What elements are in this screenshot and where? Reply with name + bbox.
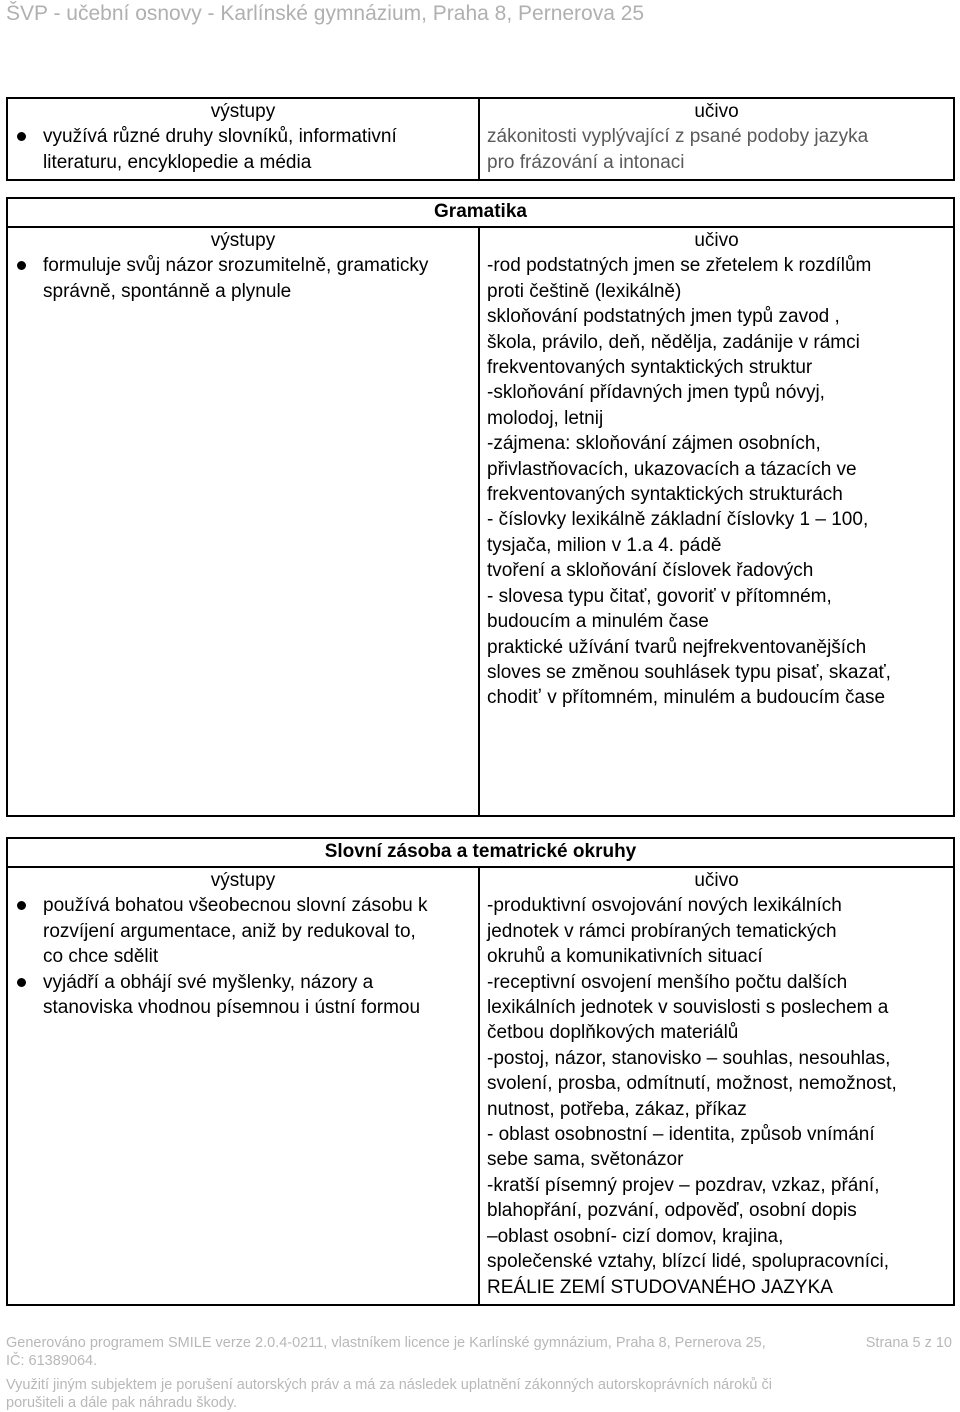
outputs-cell: [7, 867, 479, 1305]
section-title-grammar: Gramatika: [7, 198, 954, 227]
curriculum-table-continued: [6, 97, 955, 181]
content-cell: [479, 98, 954, 180]
content-text: zákonitosti vyplývající z psané podoby jazyka pro frázování a intonaci: [487, 126, 869, 173]
footer-copyright: Využití jiným subjektem je porušení autorských práv a má za následek uplatnění zákonných autorskoprávních nároků či porušiteli a dále pak náhradu škody.: [6, 1377, 772, 1411]
output-item: používá bohatou všeobecnou slovní zásobu k rozvíjení argumentace, aniž by redukoval to, co chce sdělit: [15, 893, 472, 969]
document-header-title: ŠVP - učební osnovy - Karlínské gymnázium, Praha 8, Pernerova 25: [6, 2, 645, 25]
output-item: vyjádří a obhájí své myšlenky, názory a stanoviska vhodnou písemnou i ústní formou: [15, 970, 472, 1021]
footer-generator: Generováno programem SMILE verze 2.0.4-0211, vlastníkem licence je Karlínské gymnázium, Praha 8, Pernerova 25, IČ: 61389064. Strana 5 z 10: [6, 1335, 952, 1369]
page-number: Strana 5 z 10: [865, 1335, 952, 1351]
outputs-list: [8, 893, 478, 1020]
outputs-header: výstupy: [210, 101, 276, 122]
content-text: -produktivní osvojování nových lexikálních jednotek v rámci probíraných tematických okruhů a komunikativních situací -receptivní osvojení menšího počtu dalších lexikálních jednotek v souvislosti s poslechem a četbou doplňkových materiálů -postoj, názor, stanovisko – souhlas, nesouhlas, svolení, prosba, odmítnutí, možnost, nemožnost, nutnost, potřeba, zákaz, příkaz - oblast osobnostní – identita, způsob vnímání sebe sama, světonázor -kratší písemný projev – pozdrav, vzkaz, přání, blahopřání, pozvání, odpověď, osobní dopis –oblast osobní- cizí domov, krajina, společenské vztahy, blízcí lidé, spolupracovníci, REÁLIE ZEMÍ STUDOVANÉHO JAZYKA: [487, 895, 897, 1298]
outputs-header: výstupy: [210, 870, 276, 891]
output-item: využívá různé druhy slovníků, informativní literaturu, encyklopedie a média: [15, 124, 472, 175]
section-title-vocabulary: Slovní zásoba a tematrické okruhy: [7, 838, 954, 867]
content-cell: [479, 227, 954, 816]
outputs-list: [8, 253, 478, 304]
content-header: učivo: [694, 870, 739, 891]
outputs-header: výstupy: [210, 230, 276, 251]
output-item: formuluje svůj názor srozumitelně, gramaticky správně, spontánně a plynule: [15, 253, 472, 304]
content-text: -rod podstatných jmen se zřetelem k rozdílům proti češtině (lexikálně) skloňování podstatných jmen typů zavod , škola, právilo, deň, nědělja, zadánije v rámci frekventovaných syntaktických struktur -skloňování přídavných jmen typů nóvyj, molodoj, letnij -zájmena: skloňování zájmen osobních, přivlastňovacích, ukazovacích a tázacích ve frekventovaných syntaktických strukturách - číslovky lexikálně základní číslovky 1 – 100, tysjača, milion v 1.a 4. pádě tvoření a skloňování číslovek řadových - slovesa typu čitať, govoriť v přítomném, budoucím a minulém čase praktické užívání tvarů nejfrekventovanějších sloves se změnou souhlásek typu pisať, skazať, choditʼ v přítomném, minulém a budoucím čase: [487, 255, 891, 709]
grammar-table: [6, 197, 955, 817]
content-header: učivo: [694, 230, 739, 251]
outputs-cell: [7, 227, 479, 816]
outputs-list: [8, 124, 478, 175]
content-header: učivo: [694, 101, 739, 122]
content-cell: [479, 867, 954, 1305]
outputs-cell: [7, 98, 479, 180]
vocabulary-table: [6, 837, 955, 1306]
